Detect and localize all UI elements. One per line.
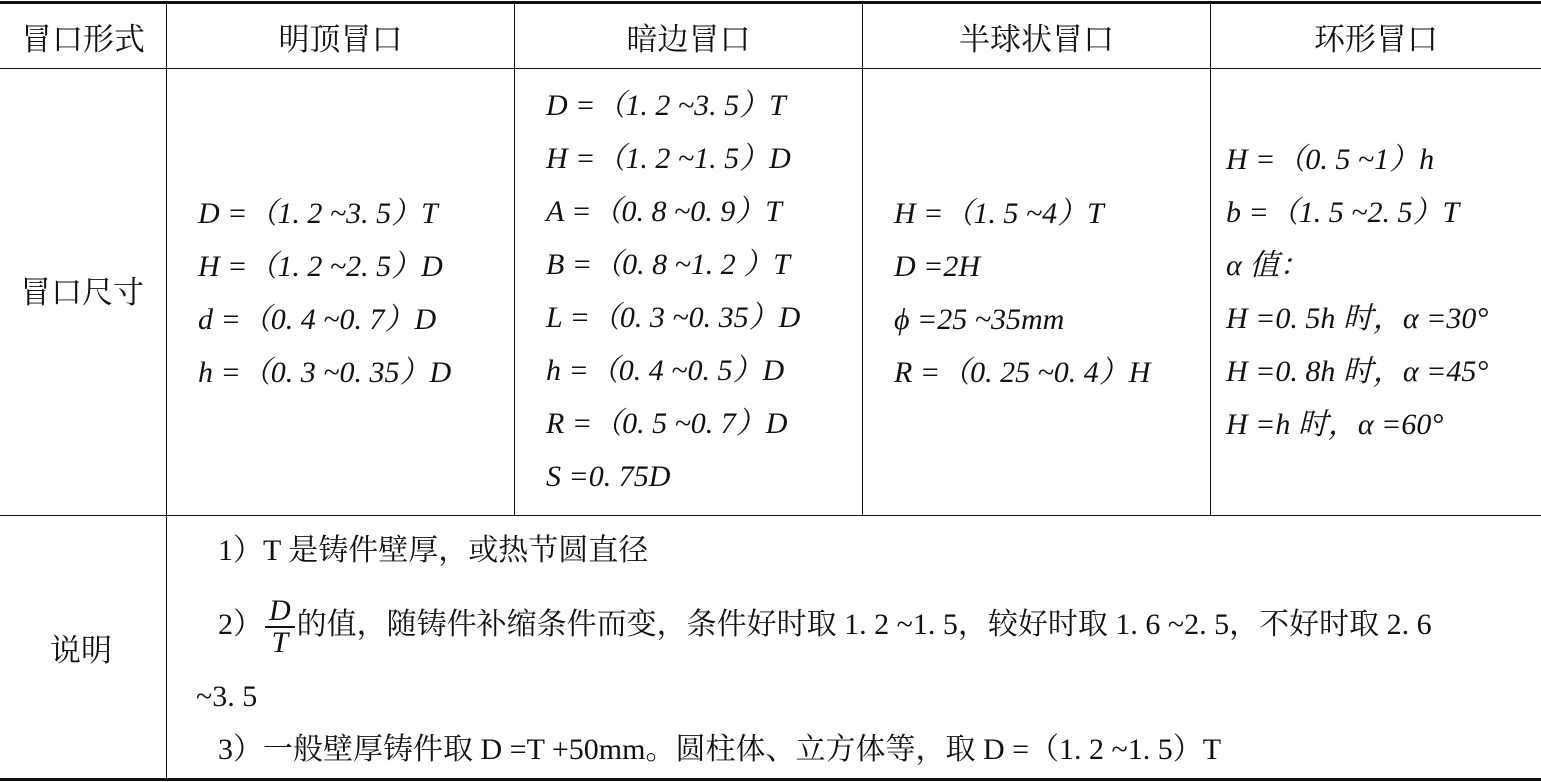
row-label-riser-size: 冒口尺寸 <box>20 275 144 310</box>
formula-line: H =（1. 5 ~4）T <box>894 197 1104 230</box>
open-top-riser-formulas <box>198 187 451 399</box>
formula-line: H =0. 5h 时，α =30° <box>1226 302 1489 335</box>
formula-line: α 值： <box>1226 249 1310 282</box>
formula-line: H =（1. 2 ~1. 5）D <box>546 142 791 175</box>
col-divider-3 <box>862 3 863 516</box>
note-2-continuation: ~3. 5 <box>196 680 258 713</box>
note-2 <box>218 596 1432 658</box>
formula-line: D =2H <box>894 250 981 283</box>
formula-line: B =（0. 8 ~1. 2 ）T <box>546 248 790 281</box>
formula-line: R =（0. 25 ~0. 4）H <box>894 356 1151 389</box>
col-divider-1 <box>166 3 167 779</box>
col-divider-4 <box>1210 3 1211 516</box>
formula-line: R =（0. 5 ~0. 7）D <box>546 407 788 440</box>
formula-line: b =（1. 5 ~2. 5）T <box>1226 196 1460 229</box>
annular-riser-formulas <box>1226 133 1488 451</box>
formula-line: ϕ =25 ~35mm <box>894 303 1065 336</box>
size-row-bottom-rule <box>0 515 1541 516</box>
header-annular-riser: 环形冒口 <box>1314 21 1438 57</box>
blind-side-riser-formulas <box>546 79 800 503</box>
row-label-notes: 说明 <box>50 633 112 668</box>
formula-line: D =（1. 2 ~3. 5）T <box>198 197 438 230</box>
formula-line: h =（0. 3 ~0. 35）D <box>198 356 452 389</box>
formula-line: H =（1. 2 ~2. 5）D <box>198 250 443 283</box>
formula-line: H =h 时，α =60° <box>1226 408 1444 441</box>
table-bottom-rule <box>0 778 1541 781</box>
fraction-denominator: T <box>271 626 289 659</box>
hemispherical-riser-formulas <box>894 187 1150 399</box>
formula-line: S =0. 75D <box>546 460 671 493</box>
note-3: 3）一般壁厚铸件取 D =T +50mm。圆柱体、立方体等，取 D =（1. 2 ~1. 5）T <box>218 733 1222 766</box>
d-over-t-fraction <box>265 596 295 658</box>
header-hemispherical-riser: 半球状冒口 <box>959 21 1114 57</box>
col-divider-2 <box>514 3 515 516</box>
formula-line: d =（0. 4 ~0. 7）D <box>198 303 437 336</box>
header-open-top-riser: 明顶冒口 <box>278 21 403 57</box>
formula-line: D =（1. 2 ~3. 5）T <box>546 89 786 122</box>
header-riser-type: 冒口形式 <box>21 21 145 57</box>
formula-line: L =（0. 3 ~0. 35）D <box>546 301 801 334</box>
formula-line: H =0. 8h 时，α =45° <box>1226 355 1489 388</box>
formula-line: A =（0. 8 ~0. 9）T <box>546 195 782 228</box>
header-blind-side-riser: 暗边冒口 <box>626 21 751 57</box>
note-2-text: 的值，随铸件补缩条件而变，条件好时取 1. 2 ~1. 5，较好时取 1. 6 ~2. 5，不好时取 2. 6 <box>296 607 1432 641</box>
note-2-prefix: 2） <box>218 607 263 641</box>
formula-line: h =（0. 4 ~0. 5）D <box>546 354 785 387</box>
note-1: 1）T 是铸件壁厚，或热节圆直径 <box>218 534 649 567</box>
formula-line: H =（0. 5 ~1）h <box>1226 143 1435 176</box>
fraction-numerator: D <box>265 596 295 628</box>
